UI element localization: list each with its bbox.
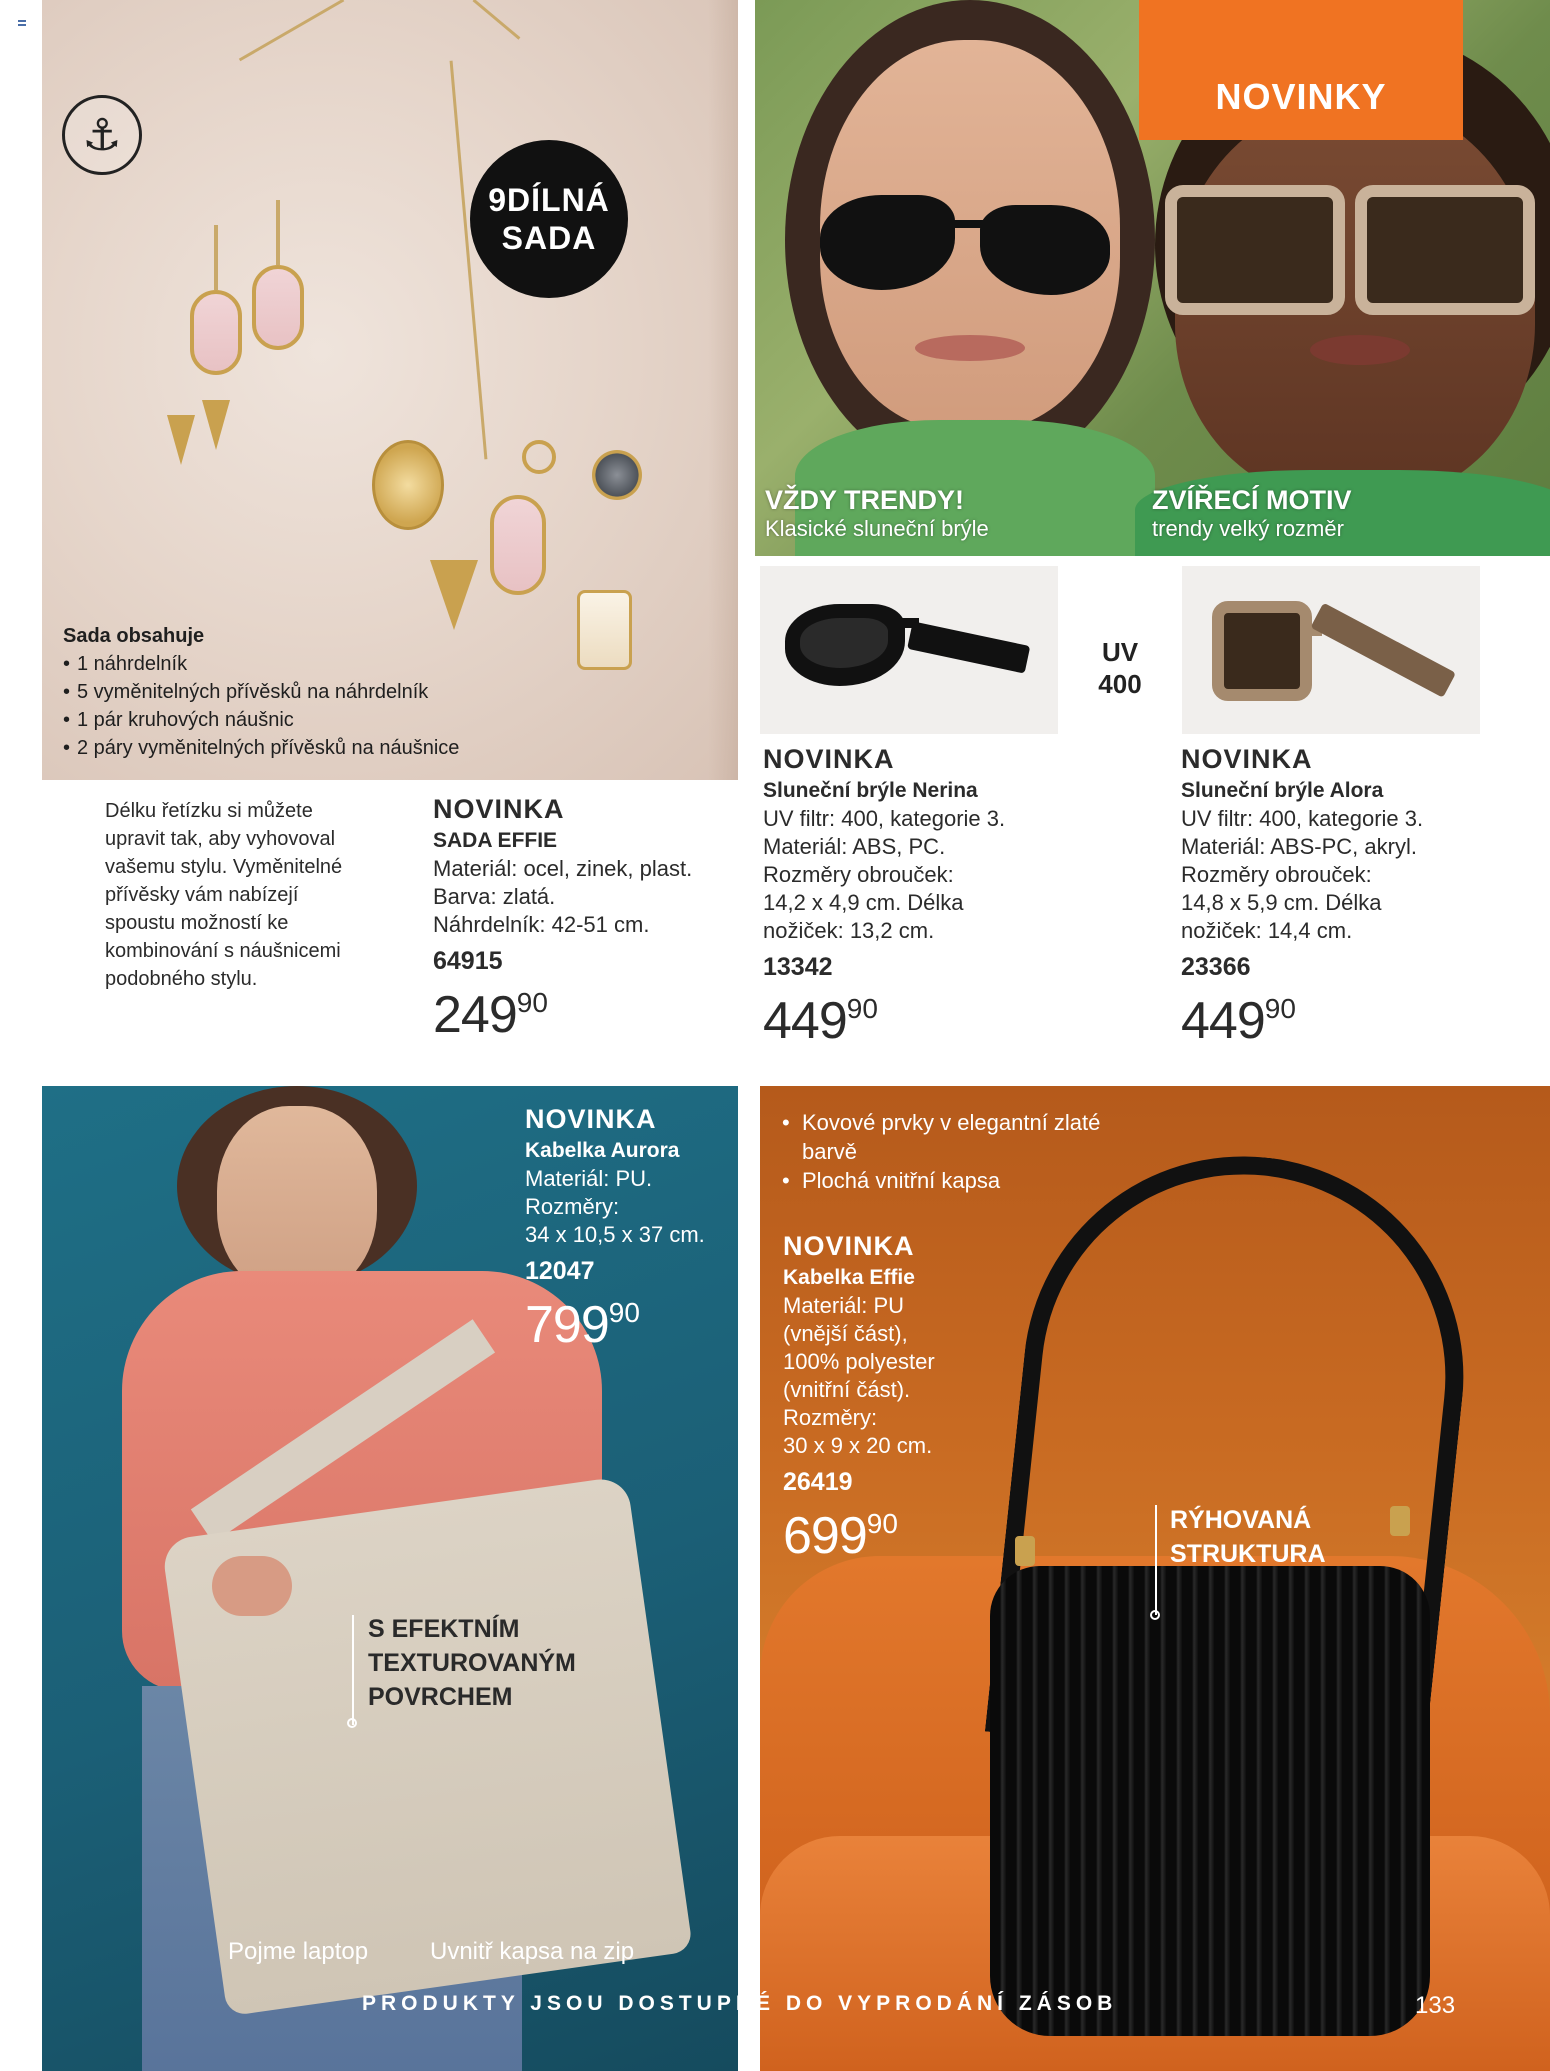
overlay-subtitle: Klasické sluneční brýle: [765, 516, 989, 541]
overlay-subtitle: trendy velký rozměr: [1152, 516, 1344, 541]
product-price: $799^{90}$: [525, 1296, 640, 1354]
nine-piece-set-badge: 9DÍLNÁ SADA: [470, 140, 628, 298]
product-price: $249^{90}$: [433, 986, 548, 1044]
novinky-tag: NOVINKY: [1139, 0, 1463, 140]
product-detail: Rozměry obrouček:: [763, 862, 954, 887]
nerina-sunglasses-image: [760, 566, 1058, 734]
product-detail: Rozměry:: [525, 1194, 620, 1219]
product-detail: 14,2 x 4,9 cm. Délka: [763, 890, 964, 915]
page-number: 133: [1415, 1992, 1456, 2019]
product-code: 26419: [783, 1468, 853, 1496]
uv400-badge: UV 400: [1098, 637, 1142, 699]
effie-bag-info: [783, 1232, 1043, 1564]
availability-footer: PRODUKTY JSOU DOSTUPNÉ DO VYPRODÁNÍ ZÁSOB: [362, 1992, 1118, 2015]
product-name: Kabelka Effie: [783, 1266, 915, 1289]
set-item: • 1 pár kruhových náušnic: [63, 706, 459, 734]
product-price: $449^{90}$: [1181, 992, 1296, 1050]
product-detail: Materiál: ABS, PC.: [763, 834, 946, 859]
set-item: • 1 náhrdelník: [63, 650, 459, 678]
product-code: 23366: [1181, 953, 1251, 981]
feature-bullet: • Plochá vnitřní kapsa: [782, 1166, 1112, 1195]
nerina-info: [763, 745, 1093, 1049]
product-detail: (vnější část),: [783, 1321, 908, 1346]
product-name: SADA EFFIE: [433, 829, 558, 852]
texture-callout: S EFEKTNÍM TEXTUROVANÝM POVRCHEM: [368, 1615, 576, 1711]
new-label: NOVINKA: [1181, 744, 1313, 774]
product-price: $449^{90}$: [763, 992, 878, 1050]
product-code: 12047: [525, 1257, 595, 1285]
anchor-icon: ⚓: [62, 95, 142, 175]
chain-description: Délku řetízku si můžete upravit tak, aby vyhovoval vašemu stylu. Vyměnitelné přívěsky vám nabízejí spoustu možností ke kombinování s náušnicemi podobného stylu.: [105, 800, 343, 990]
menu-mark-icon: [18, 20, 26, 26]
product-detail: Barva: zlatá.: [433, 884, 556, 909]
product-detail: Rozměry obrouček:: [1181, 862, 1372, 887]
product-detail: 14,8 x 5,9 cm. Délka: [1181, 890, 1382, 915]
new-label: NOVINKA: [783, 1231, 915, 1261]
product-detail: UV filtr: 400, kategorie 3.: [1181, 806, 1424, 831]
alora-sunglasses-image: [1182, 566, 1480, 734]
product-code: 64915: [433, 947, 503, 975]
feature-laptop: Pojme laptop: [228, 1938, 369, 1965]
new-label: NOVINKA: [763, 744, 895, 774]
product-detail: 34 x 10,5 x 37 cm.: [525, 1222, 705, 1247]
ribbed-texture-callout: RÝHOVANÁ STRUKTURA: [1170, 1506, 1326, 1568]
overlay-title: VŽDY TRENDY!: [765, 485, 965, 515]
product-price: $699^{90}$: [783, 1507, 898, 1565]
product-name: Sluneční brýle Alora: [1181, 779, 1384, 802]
set-item: • 2 páry vyměnitelných přívěsků na náušnice: [63, 734, 459, 762]
overlay-title: ZVÍŘECÍ MOTIV: [1152, 485, 1352, 515]
product-name: Kabelka Aurora: [525, 1139, 680, 1162]
set-item: • 5 vyměnitelných přívěsků na náhrdelník: [63, 678, 459, 706]
product-detail: Materiál: ocel, zinek, plast.: [433, 856, 693, 881]
feature-bullet: • Kovové prvky v elegantní zlaté barvě: [782, 1108, 1112, 1166]
set-contents: [63, 622, 459, 762]
animal-motif-overlay: [1152, 485, 1352, 542]
product-detail: 30 x 9 x 20 cm.: [783, 1433, 933, 1458]
feature-zip-pocket: Uvnitř kapsa na zip: [430, 1938, 635, 1965]
product-detail: Materiál: PU.: [525, 1166, 653, 1191]
effie-set-info: [433, 795, 733, 1043]
product-code: 13342: [763, 953, 833, 981]
aurora-info: [525, 1105, 745, 1353]
alora-info: [1181, 745, 1521, 1049]
product-detail: Materiál: ABS-PC, akryl.: [1181, 834, 1417, 859]
product-detail: 100% polyester: [783, 1349, 935, 1374]
new-label: NOVINKA: [433, 794, 565, 824]
classic-sunglasses-overlay: [765, 485, 989, 542]
effie-features: [782, 1108, 1112, 1195]
product-detail: nožiček: 13,2 cm.: [763, 918, 935, 943]
product-detail: Materiál: PU: [783, 1293, 905, 1318]
product-detail: UV filtr: 400, kategorie 3.: [763, 806, 1006, 831]
product-name: Sluneční brýle Nerina: [763, 779, 978, 802]
product-detail: (vnitřní část).: [783, 1377, 911, 1402]
set-contents-title: Sada obsahuje: [63, 625, 205, 647]
product-detail: Rozměry:: [783, 1405, 878, 1430]
new-label: NOVINKA: [525, 1104, 657, 1134]
product-detail: Náhrdelník: 42-51 cm.: [433, 912, 650, 937]
product-detail: nožiček: 14,4 cm.: [1181, 918, 1353, 943]
